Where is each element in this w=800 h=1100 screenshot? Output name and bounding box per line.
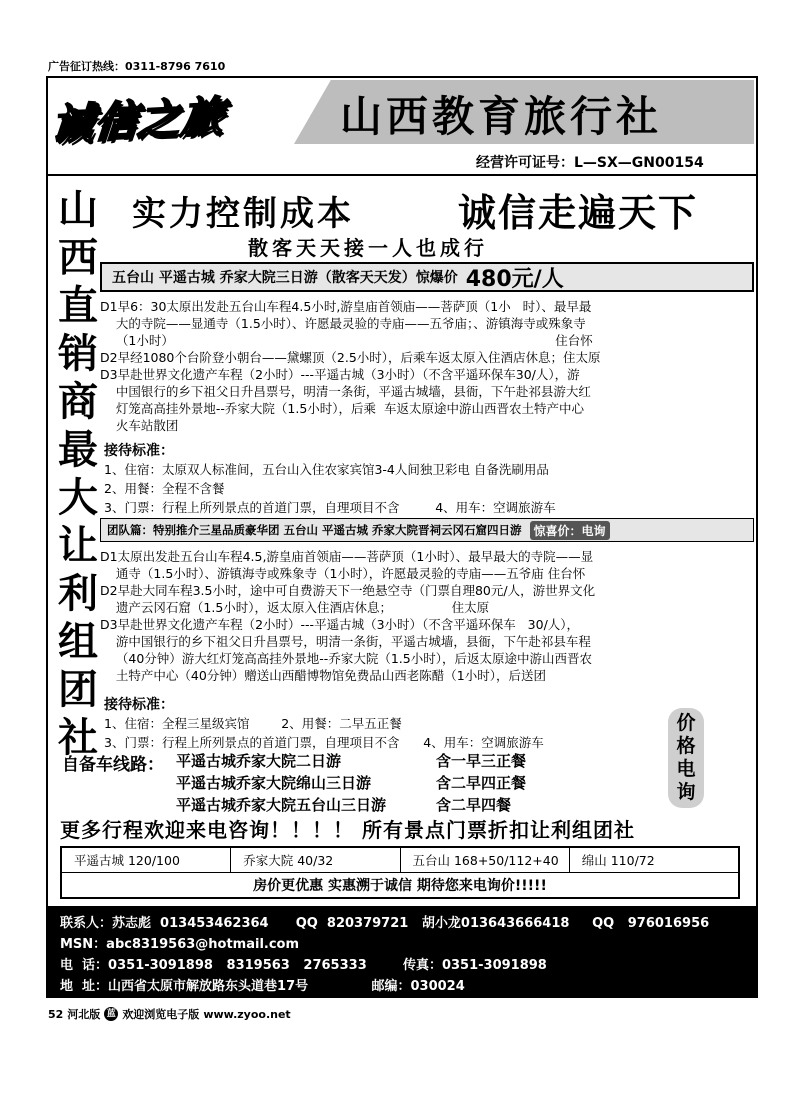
itinerary-line: D2早赴大同车程3.5小时，途中可自费游天下一绝悬空寺（门票自理80元/人，游世界文化 — [100, 583, 596, 598]
route-meals: 含二早四餐 — [436, 796, 512, 814]
route-name: 平遥古城乔家大院绵山三日游 — [176, 774, 372, 792]
ad-hotline: 广告征订热线：0311-8796 7610 — [48, 60, 226, 73]
badge-char: 格 — [676, 735, 696, 757]
standards-line: 3、门票：行程上所列景点的首道门票，自理项目不含 4、用车：空调旅游车 — [104, 735, 544, 750]
website-url: www.zyoo.net — [203, 1007, 291, 1021]
edition-badge-icon: 蓝 — [104, 1007, 118, 1021]
slogan-cost: 实力控制成本 — [132, 194, 354, 234]
tour1-title: 五台山 平遥古城 乔家大院三日游（散客天天发）惊爆价 — [112, 270, 458, 286]
ticket-price-cell: 绵山 110/72 — [581, 853, 655, 868]
tour1-title-bar — [100, 262, 754, 292]
divider — [48, 174, 756, 176]
vertical-char: 销 — [58, 331, 98, 377]
standards-heading: 接待标准： — [104, 443, 174, 459]
edition-label: 河北版 — [67, 1008, 101, 1021]
vertical-char: 组 — [58, 619, 98, 665]
vertical-char: 大 — [58, 475, 98, 521]
tour1-standards — [104, 440, 556, 517]
contact-phone: 电 话：0351-3091898 8319563 2765333 传真：0351-3091898 — [60, 958, 547, 973]
vertical-char: 让 — [58, 523, 98, 569]
itinerary-line: D3早赴世界文化遗产车程（2小时）---平遥古城（3小时）（不含平遥环保车 30/人）， — [100, 617, 580, 632]
tour2-title: 团队篇：特别推介三星品质豪华团 五台山 平遥古城 乔家大院晋祠云冈石窟四日游 — [107, 523, 522, 537]
self-drive-label: 自备车线路： — [62, 755, 164, 775]
contact-persons: 联系人：苏志彪 013453462364 QQ 820379721 胡小龙013643666418 QQ 976016956 — [60, 916, 710, 931]
standards-line: 3、门票：行程上所列景点的首道门票，自理项目不含 4、用车：空调旅游车 — [104, 500, 556, 515]
itinerary-line: （40分钟）游大红灯笼高高挂外景地--乔家大院（1.5小时），后返太原途中游山西晋农 — [100, 651, 592, 666]
ticket-price-cell: 五台山 168+50/112+40 — [401, 848, 570, 872]
tour1-itinerary — [100, 298, 601, 434]
itinerary-line: 土特产中心（40分钟）赠送山西醋博物馆免费品山西老陈醋（1小时），后送团 — [100, 668, 547, 683]
itinerary-line: 灯笼高高挂外景地--乔家大院（1.5小时），后乘 车返太原途中游山西晋农土特产中心 — [100, 401, 584, 416]
itinerary-line: D1太原出发赴五台山车程4.5,游皇庙首领庙——菩萨顶（1小时）、最早最大的寺院——显 — [100, 549, 594, 564]
vertical-char: 团 — [58, 667, 98, 713]
standards-line: 1、住宿：全程三星级宾馆 2、用餐：二早五正餐 — [104, 716, 402, 731]
license-number: 经营许可证号：L—SX—GN00154 — [476, 155, 704, 171]
itinerary-line: 通寺（1.5小时）、游镇海寺或殊象寺（1小时），许愿最灵验的寺庙——五爷庙 住台怀 — [100, 566, 586, 581]
itinerary-line: 火车站散团 — [100, 418, 179, 433]
vertical-char: 利 — [58, 571, 98, 617]
itinerary-line: （1小时） 住台怀 — [100, 333, 593, 348]
itinerary-line: 游中国银行的乡下祖父日升昌票号，明清一条街，平遥古城墙，县衙，下午赴祁县车程 — [100, 634, 591, 649]
itinerary-line: 遗产云冈石窟（1.5小时），返太原入住酒店休息； 住太原 — [100, 600, 490, 615]
slogan-honesty: 诚信走遍天下 — [458, 190, 699, 235]
itinerary-line: D2早经1080个台阶登小朝台——黛螺顶（2.5小时），后乘车返太原入住酒店休息；住太原 — [100, 350, 601, 365]
itinerary-line: 中国银行的乡下祖父日升昌票号，明清一条街，平遥古城墙，县衙，下午赴祁县游大红 — [100, 384, 591, 399]
itinerary-line: 大的寺院——显通寺（1.5小时）、许愿最灵验的寺庙——五爷庙；、游镇海寺或殊象寺 — [100, 316, 586, 331]
ticket-price-cell: 乔家大院 40/32 — [231, 848, 400, 872]
route-meals: 含一早三正餐 — [436, 752, 527, 770]
ticket-footer: 房价更优惠 实惠溯于诚信 期待您来电询价!!!!! — [253, 878, 547, 894]
page-footer — [48, 1006, 291, 1022]
vertical-char: 社 — [58, 715, 98, 761]
vertical-char: 最 — [58, 427, 98, 473]
standards-heading: 接待标准： — [104, 697, 174, 713]
vertical-char: 直 — [58, 283, 98, 329]
standards-line: 2、用餐：全程不含餐 — [104, 481, 225, 496]
standards-line: 1、住宿：太原双人标准间，五台山入住农家宾馆3-4人间独卫彩电 自备洗刷用品 — [104, 462, 549, 477]
ticket-price-row — [62, 848, 738, 873]
page-number: 52 — [48, 1007, 64, 1021]
tour1-price: 480元/人 — [465, 266, 564, 292]
vertical-char: 西 — [58, 235, 98, 281]
badge-char: 价 — [676, 712, 696, 734]
logo-slogan: 诚信之旅 — [49, 91, 227, 150]
price-inquiry-badge — [668, 708, 704, 808]
route-name: 平遥古城乔家大院五台山三日游 — [176, 796, 387, 814]
vertical-char: 山 — [58, 187, 98, 233]
tour2-standards — [104, 694, 544, 752]
tour2-price-tag: 惊喜价：电询 — [530, 521, 610, 540]
badge-char: 电 — [676, 758, 696, 780]
slogan-daily: 散客天天接一人也成行 — [248, 236, 488, 260]
more-info-banner: 更多行程欢迎来电咨询！！！！ 所有景点门票折扣让利组团社 — [60, 818, 635, 842]
itinerary-line: D1早6：30太原出发赴五台山车程4.5小时,游皇庙首领庙——菩萨顶（1小 时）、最早最 — [100, 299, 592, 314]
agency-name: 山西教育旅行社 — [340, 92, 663, 141]
route-meals: 含二早四正餐 — [436, 774, 527, 792]
ticket-price-cell: 平遥古城 120/100 — [62, 848, 231, 872]
itinerary-line: D3早赴世界文化遗产车程（2小时）---平遥古城（3小时）（不含平遥环保车30/人），游 — [100, 367, 580, 382]
ticket-price-table — [60, 846, 740, 899]
badge-char: 询 — [676, 781, 696, 803]
contact-msn: MSN：abc8319563@hotmail.com — [60, 937, 300, 952]
contact-address: 地 址：山西省太原市解放路东头道巷17号 邮编：030024 — [60, 979, 465, 994]
vertical-char: 商 — [58, 379, 98, 425]
tour2-title-bar — [100, 518, 754, 542]
tour2-itinerary — [100, 548, 595, 684]
contact-block — [46, 906, 758, 998]
vertical-slogan — [52, 186, 104, 762]
welcome-text: 欢迎浏览电子版 — [122, 1008, 200, 1021]
route-name: 平遥古城乔家大院二日游 — [176, 752, 342, 770]
